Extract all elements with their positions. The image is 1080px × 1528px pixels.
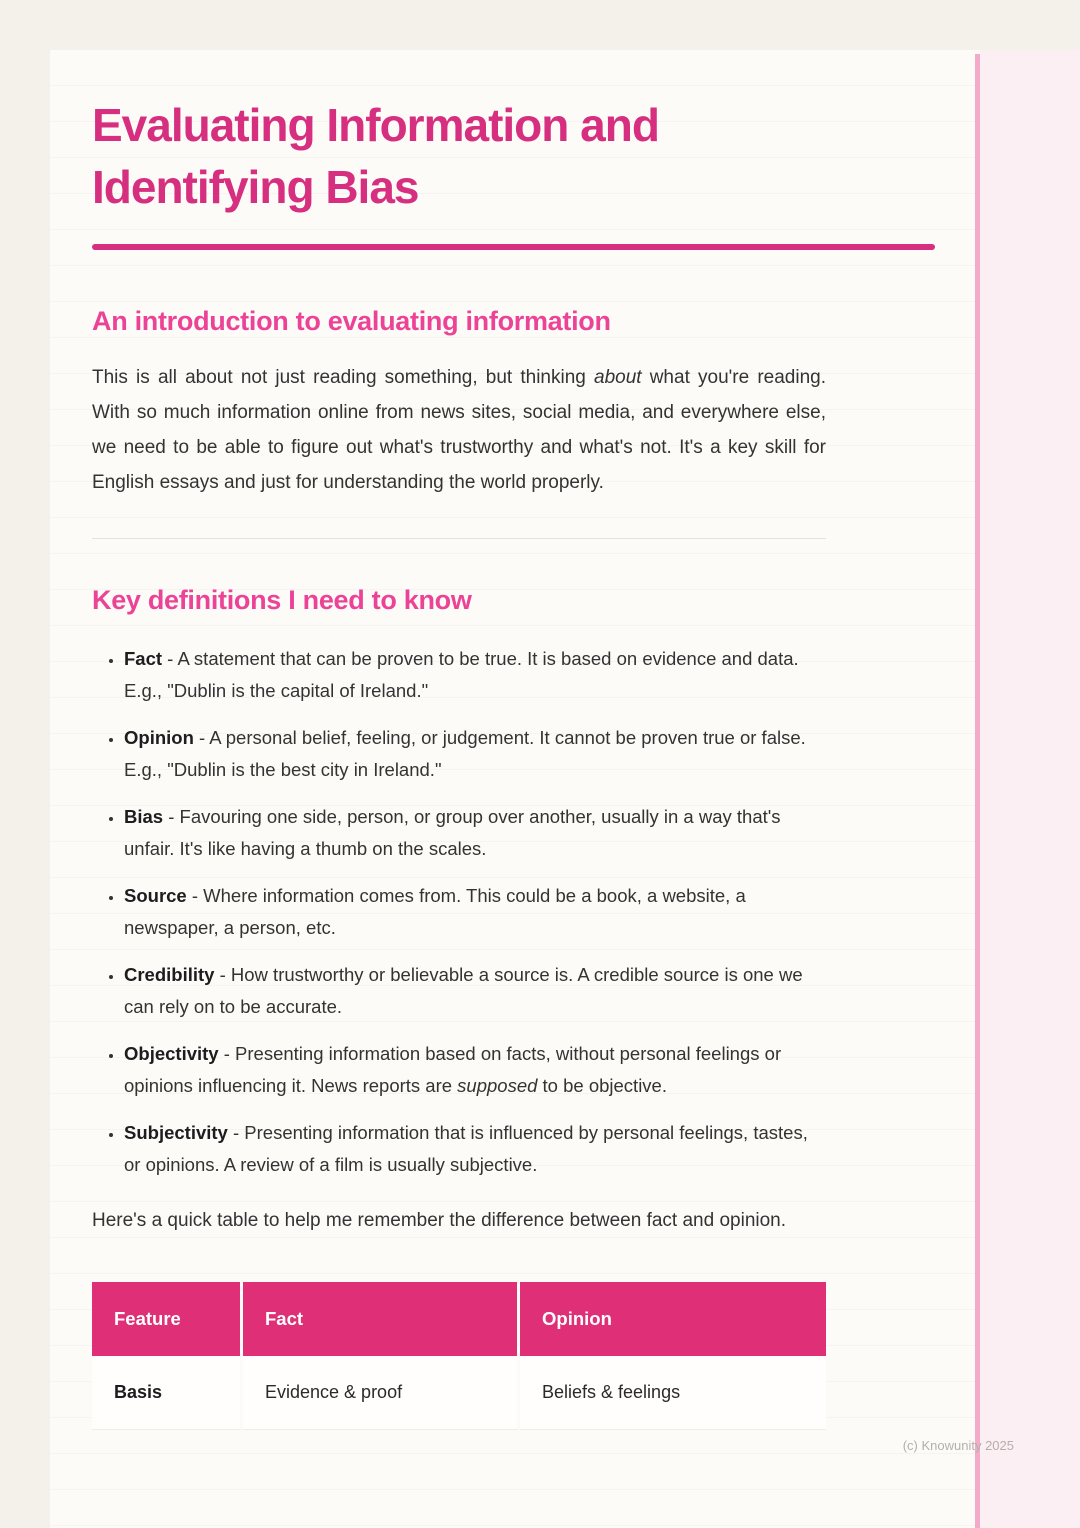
title-underline-rule <box>92 244 935 250</box>
page-right-margin-area <box>980 50 1080 1528</box>
definition-term: Opinion <box>124 727 194 748</box>
page-content <box>92 50 826 1430</box>
definition-term: Objectivity <box>124 1043 219 1064</box>
table-intro-text: Here's a quick table to help me remember the difference between fact and opinion. <box>92 1210 787 1231</box>
definition-term: Bias <box>124 806 164 827</box>
definitions-list <box>92 643 826 1181</box>
table-header-fact: Fact <box>243 1282 520 1356</box>
definition-term: Credibility <box>124 964 215 985</box>
table-cell-fact-basis: Evidence & proof <box>243 1356 520 1430</box>
notebook-margin-line <box>975 54 980 1528</box>
list-item-credibility <box>124 959 826 1023</box>
list-item-fact <box>124 643 826 707</box>
definition-desc: - Presenting information based on facts, without personal feelings or opinions influencing it. News reports are <box>124 1043 782 1096</box>
definition-desc: - Where information comes from. This could be a book, a website, a newspaper, a person, etc. <box>124 885 746 938</box>
table-header <box>92 1282 826 1356</box>
page-title: Evaluating Information and Identifying Bias <box>92 99 659 213</box>
list-item-bias <box>124 801 826 865</box>
definition-term: Source <box>124 885 187 906</box>
intro-paragraph <box>92 360 826 500</box>
table-header-row <box>92 1282 826 1356</box>
definition-desc: - Presenting information that is influenced by personal feelings, tastes, or opinions. A review of a film is usually subjective. <box>124 1122 808 1175</box>
list-item-opinion <box>124 722 826 786</box>
list-item-objectivity <box>124 1038 826 1102</box>
intro-text-italic: about <box>594 367 642 388</box>
fact-opinion-table <box>92 1282 826 1430</box>
list-item-subjectivity <box>124 1117 826 1181</box>
table-cell-basis: Basis <box>92 1356 243 1430</box>
table-body <box>92 1356 826 1430</box>
definition-desc: - A statement that can be proven to be true. It is based on evidence and data. E.g., "Dublin is the capital of Ireland." <box>124 648 799 701</box>
definition-term: Subjectivity <box>124 1122 228 1143</box>
table-row-basis <box>92 1356 826 1430</box>
table-header-feature: Feature <box>92 1282 243 1356</box>
definition-desc: to be objective. <box>537 1075 667 1096</box>
definition-desc: - A personal belief, feeling, or judgement. It cannot be proven true or false. E.g., "Dublin is the best city in Ireland." <box>124 727 806 780</box>
definition-term: Fact <box>124 648 163 669</box>
table-header-opinion: Opinion <box>520 1282 826 1356</box>
section-heading-definitions: Key definitions I need to know <box>92 585 472 615</box>
table-intro-paragraph <box>92 1203 826 1238</box>
definition-desc: - Favouring one side, person, or group over another, usually in a way that's unfair. It's like having a thumb on the scales. <box>124 806 781 859</box>
table-cell-opinion-basis: Beliefs & feelings <box>520 1356 826 1430</box>
definition-desc-italic: supposed <box>457 1075 538 1096</box>
list-item-source <box>124 880 826 944</box>
intro-text-a: This is all about not just reading something, but thinking <box>92 367 594 388</box>
intro-text-b: what you're reading. With so much information online from news sites, social media, and everywhere else, we need to be able to figure out what's trustworthy and what's not. It's a key skill for English essays and just for understanding the world properly. <box>92 367 826 493</box>
section-divider <box>92 538 826 539</box>
section-heading-introduction: An introduction to evaluating information <box>92 306 611 336</box>
definition-desc: - How trustworthy or believable a source is. A credible source is one we can rely on to be accurate. <box>124 964 803 1017</box>
watermark: (c) Knowunity 2025 <box>902 1438 1014 1453</box>
document-page <box>50 50 1080 1528</box>
